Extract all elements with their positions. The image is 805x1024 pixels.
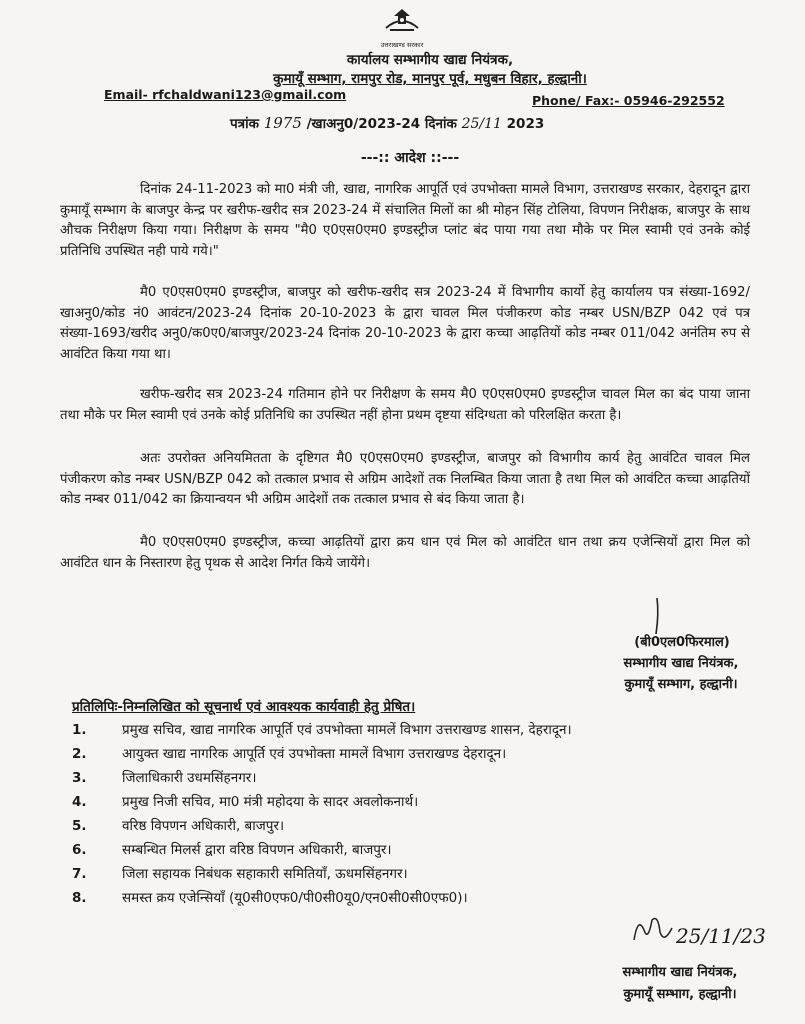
paragraph-text: दिनांक 24-11-2023 को मा0 मंत्री जी, खाद्य, नागरिक आपूर्ति एवं उपभोक्ता मामले विभाग, उत्तराखण्ड सरकार, देहरादून द्वारा कुमायूँ सम्भाग के बाजपुर केन्द्र पर खरीफ-खरीद सत्र 2023-24 में संचालित मिलों का श्री मोहन सिंह टोलिया, विपणन निरीक्षक, बाजपुर के साथ औचक निरीक्षण किया गया। निरीक्षण के समय "मै0 ए0एस0एम0 इण्डस्ट्रीज प्लांट बंद पाया गया तथा मौके पर मिल स्वामी एवं उनके कोई प्रतिनिधि उपस्थित नही पाये गये।": [60, 182, 750, 259]
list-item-text: जिलाधिकारी उधमसिंहनगर।: [122, 770, 257, 786]
order-paragraph-2: [60, 283, 750, 365]
state-emblem-icon: [372, 6, 432, 44]
list-item-number: 8.: [72, 890, 87, 906]
reference-date: 25/11: [461, 116, 502, 132]
list-item: [72, 742, 752, 766]
signatory-designation: सम्भागीय खाद्य नियंत्रक,: [623, 656, 739, 671]
list-item: [72, 886, 752, 910]
order-paragraph-4: [60, 449, 750, 511]
reference-number: 1975: [263, 114, 302, 132]
handwritten-date: 25/11/23: [676, 924, 766, 948]
list-item: [72, 814, 752, 838]
bottom-signatory-office: कुमायूँ सम्भाग, हल्द्वानी।: [623, 987, 737, 1002]
list-item: [72, 718, 752, 742]
handwritten-initials-icon: [628, 910, 678, 950]
paragraph-text: खरीफ-खरीद सत्र 2023-24 गतिमान होने पर निरीक्षण के समय मै0 ए0एस0एम0 इण्डस्ट्रीज चावल मिल का बंद पाया जाना तथा मौके पर मिल स्वामी एवं उनके कोई प्रतिनिधि का उपस्थित नहीं होना प्रथम दृष्टया संदिग्धता को परिलक्षित करता है।: [60, 387, 750, 423]
signatory-name: (बी0एल0फिरमाल): [634, 635, 730, 650]
list-item-text: प्रमुख निजी सचिव, मा0 मंत्री महोदया के सादर अवलोकनार्थ।: [122, 794, 419, 810]
paragraph-text: अतः उपरोक्त अनियमितता के दृष्टिगत मै0 ए0एस0एम0 इण्डस्ट्रीज, बाजपुर को विभागीय कार्य हेतु आवंटित चावल मिल पंजीकरण कोड नम्बर USN/BZP 042 को तत्काल प्रभाव से अग्रिम आदेशों तक निलम्बित किया जाता है तथा मिल को आवंटित कच्चा आढ़तियों कोड नम्बर 011/042 का क्रियान्वयन भी अग्रिम आदेशों तक तत्काल प्रभाव से बंद किया जाता है।: [60, 451, 750, 507]
list-item-number: 4.: [72, 794, 87, 810]
list-item: [72, 790, 752, 814]
list-item-text: आयुक्त खाद्य नागरिक आपूर्ति एवं उपभोक्ता मामलें विभाग उत्तराखण्ड देहरादून।: [122, 746, 507, 762]
order-title: ---:: आदेश ::---: [360, 150, 460, 166]
paragraph-text: मै0 ए0एस0एम0 इण्डस्ट्रीज, बाजपुर को खरीफ-खरीद सत्र 2023-24 में विभागीय कार्यो हेतु कार्यालय पत्र संख्या-1692/खाअनु0/कोड नं0 आवंटन/2023-24 दिनांक 20-10-2023 के द्वारा चावल मिल पंजीकरण कोड नम्बर USN/BZP 042 एवं पत्र संख्या-1693/खरीद अनु0/क0ए0/बाजपुर/2023-24 दिनांक 20-10-2023 के द्वारा कच्चा आढ़तियों कोड नम्बर 011/042 अनंतिम रुप से आवंटित किया गया था।: [60, 285, 750, 362]
copy-to-heading: प्रतिलिपिः-निम्नलिखित को सूचनार्थ एवं आवश्यक कार्यवाही हेतु प्रेषित।: [72, 699, 416, 715]
list-item-text: जिला सहायक निबंधक सहाकारी समितियाँ, ऊधमसिंहनगर।: [122, 866, 408, 882]
list-item-text: वरिष्ठ विपणन अधिकारी, बाजपुर।: [122, 818, 285, 834]
list-item-text: समस्त क्रय एजेन्सियाँ (यू0सी0एफ0/पी0सी0यू0/एन0सी0सी0एफ0)।: [122, 890, 468, 906]
reference-prefix: पत्रांक: [230, 116, 259, 132]
reference-line: [230, 114, 544, 132]
list-item: [72, 766, 752, 790]
order-paragraph-5: [60, 533, 750, 574]
signatory-office: कुमायूँ सम्भाग, हल्द्वानी।: [624, 677, 738, 692]
office-email: Email- rfchaldwani123@gmail.com: [104, 87, 347, 102]
list-item-number: 7.: [72, 866, 87, 882]
list-item-number: 5.: [72, 818, 87, 834]
copy-to-list: [72, 718, 752, 910]
list-item-number: 1.: [72, 722, 87, 738]
emblem-caption: उत्तराखण्ड सरकार: [380, 41, 424, 49]
office-title: कार्यालय सम्भागीय खाद्य नियंत्रक,: [346, 52, 514, 68]
list-item-number: 2.: [72, 746, 87, 762]
list-item-number: 3.: [72, 770, 87, 786]
order-paragraph-3: [60, 385, 750, 426]
signature-stroke-icon: [650, 596, 664, 636]
office-address: कुमायूँ सम्भाग, रामपुर रोड, मानपुर पूर्व, मधुबन विहार, हल्द्वानी।: [273, 71, 587, 87]
list-item: [72, 862, 752, 886]
list-item-text: प्रमुख सचिव, खाद्य नागरिक आपूर्ति एवं उपभोक्ता मामलें विभाग उत्तराखण्ड शासन, देहरादून।: [122, 722, 572, 738]
reference-code: /खाअनु0/2023-24 दिनांक: [306, 116, 457, 132]
order-paragraph-1: [60, 180, 750, 262]
list-item-number: 6.: [72, 842, 87, 858]
list-item: [72, 838, 752, 862]
office-phone: Phone/ Fax:- 05946-292552: [532, 93, 725, 108]
reference-year: 2023: [506, 116, 545, 132]
paragraph-text: मै0 ए0एस0एम0 इण्डस्ट्रीज, कच्चा आढ़तियों द्वारा क्रय धान एवं मिल को आवंटित धान तथा क्रय एजेन्सियों द्वारा मिल को आवंटित धान के निस्तारण हेतु पृथक से आदेश निर्गत किये जायेंगे।: [60, 535, 750, 571]
list-item-text: सम्बन्धित मिलर्स द्वारा वरिष्ठ विपणन अधिकारी, बाजपुर।: [122, 842, 392, 858]
bottom-signatory-designation: सम्भागीय खाद्य नियंत्रक,: [622, 965, 738, 980]
